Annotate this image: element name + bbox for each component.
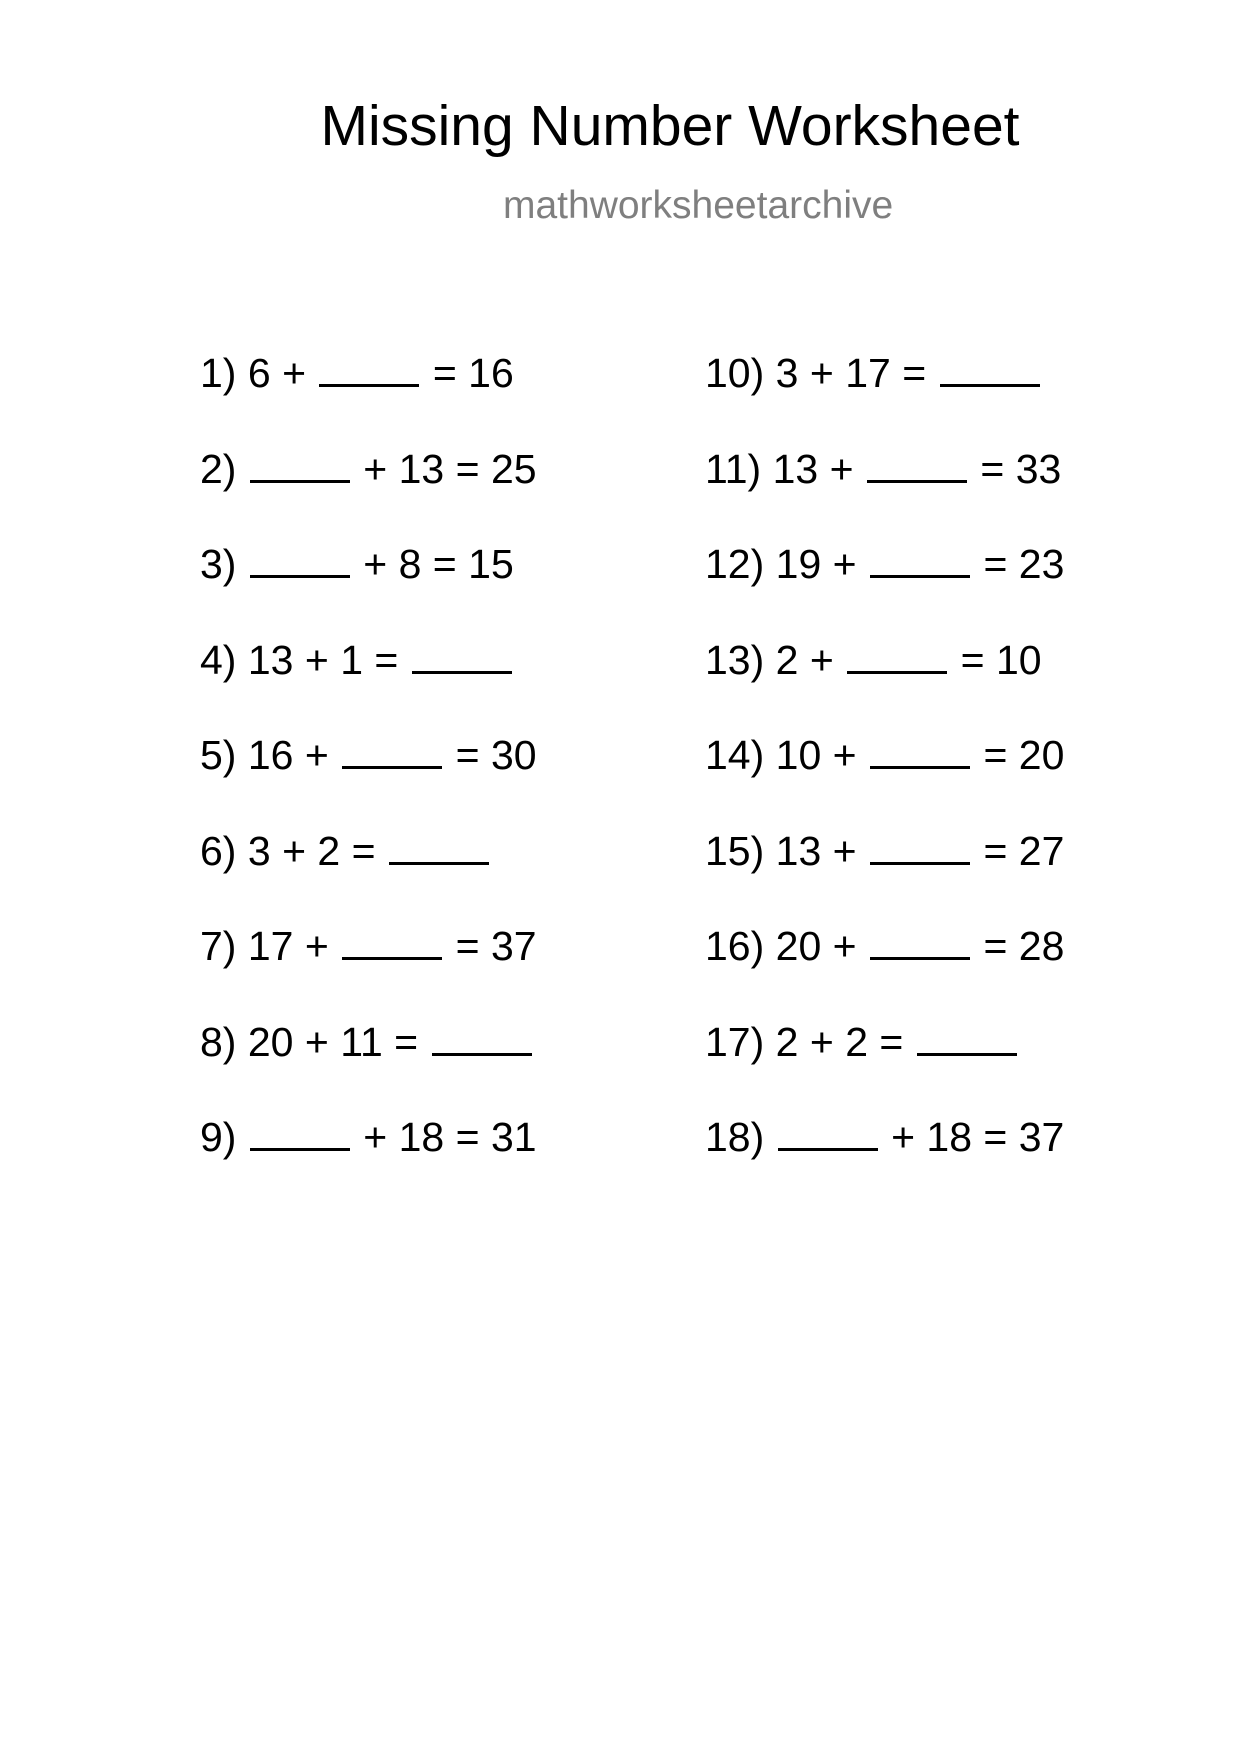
problem-expression: = 23 bbox=[983, 541, 1065, 587]
answer-blank[interactable] bbox=[250, 1116, 350, 1151]
problem-expression: = 30 bbox=[455, 732, 537, 778]
answer-blank[interactable] bbox=[867, 448, 967, 483]
problem-number: 1) bbox=[200, 350, 237, 396]
problem-item bbox=[705, 1116, 1076, 1212]
problem-number: 2) bbox=[200, 445, 237, 492]
problem-expression: 3 + 17 = bbox=[775, 350, 927, 396]
problem-expression: 13 + bbox=[775, 827, 857, 874]
problem-item bbox=[200, 445, 548, 544]
problem-expression: 16 + bbox=[247, 732, 329, 778]
problem-item bbox=[200, 1018, 548, 1117]
problem-expression: = 37 bbox=[455, 923, 537, 969]
problem-item bbox=[705, 543, 1076, 639]
problem-number: 10) bbox=[705, 350, 765, 396]
problem-expression: 19 + bbox=[775, 541, 857, 587]
answer-blank[interactable] bbox=[870, 543, 970, 578]
problem-number: 17) bbox=[705, 1018, 765, 1065]
answer-blank[interactable] bbox=[250, 448, 350, 483]
source-label: mathworksheetarchive bbox=[503, 184, 894, 227]
problem-expression: 3 + 2 = bbox=[247, 827, 376, 874]
problem-number: 12) bbox=[705, 541, 765, 587]
problem-expression: 20 + 11 = bbox=[247, 1018, 419, 1065]
problem-number: 7) bbox=[200, 923, 237, 969]
answer-blank[interactable] bbox=[778, 1116, 878, 1151]
problem-number: 14) bbox=[705, 732, 765, 778]
answer-blank[interactable] bbox=[940, 352, 1040, 387]
problem-number: 9) bbox=[200, 1114, 237, 1160]
answer-blank[interactable] bbox=[917, 1021, 1017, 1056]
problem-number: 3) bbox=[200, 541, 237, 587]
problem-expression: 13 + 1 = bbox=[247, 636, 399, 683]
problem-number: 18) bbox=[705, 1114, 765, 1160]
problem-column-left bbox=[200, 352, 548, 1212]
answer-blank[interactable] bbox=[870, 734, 970, 769]
problem-number: 4) bbox=[200, 636, 237, 683]
answer-blank[interactable] bbox=[389, 830, 489, 865]
problem-expression: 13 + bbox=[772, 445, 854, 492]
problem-expression: + 18 = 31 bbox=[363, 1114, 537, 1160]
problem-expression: 2 + 2 = bbox=[775, 1018, 904, 1065]
answer-blank[interactable] bbox=[319, 352, 419, 387]
problem-item bbox=[200, 352, 548, 448]
problem-number: 15) bbox=[705, 827, 765, 874]
problem-expression: = 20 bbox=[983, 732, 1065, 778]
page-title: Missing Number Worksheet bbox=[320, 94, 1020, 158]
problem-number: 13) bbox=[705, 636, 765, 683]
problem-expression: + 8 = 15 bbox=[363, 541, 514, 587]
problem-expression: 2 + bbox=[775, 636, 834, 683]
problem-expression: 17 + bbox=[247, 923, 329, 969]
answer-blank[interactable] bbox=[250, 543, 350, 578]
problem-item bbox=[705, 925, 1076, 1021]
problem-number: 16) bbox=[705, 923, 765, 969]
problem-expression: 20 + bbox=[775, 923, 857, 969]
answer-blank[interactable] bbox=[870, 830, 970, 865]
problem-expression: = 33 bbox=[980, 445, 1062, 492]
answer-blank[interactable] bbox=[412, 639, 512, 674]
problem-number: 6) bbox=[200, 827, 237, 874]
problem-item bbox=[705, 827, 1076, 926]
answer-blank[interactable] bbox=[432, 1021, 532, 1056]
problem-item bbox=[705, 636, 1076, 735]
problem-expression: 6 + bbox=[247, 350, 307, 396]
problem-expression: = 27 bbox=[983, 827, 1065, 874]
problem-item bbox=[705, 445, 1076, 544]
problem-expression: + 18 = 37 bbox=[891, 1114, 1065, 1160]
answer-blank[interactable] bbox=[870, 925, 970, 960]
problem-item bbox=[705, 734, 1076, 830]
problem-number: 5) bbox=[200, 732, 237, 778]
problem-item bbox=[200, 827, 548, 926]
problem-number: 11) bbox=[705, 445, 762, 492]
problem-item bbox=[705, 352, 1076, 448]
problem-item bbox=[200, 734, 548, 830]
problem-expression: = 10 bbox=[960, 636, 1042, 683]
answer-blank[interactable] bbox=[847, 639, 947, 674]
problem-item bbox=[200, 1116, 548, 1212]
problem-column-right bbox=[705, 352, 1076, 1212]
problem-item bbox=[200, 925, 548, 1021]
answer-blank[interactable] bbox=[342, 925, 442, 960]
problem-number: 8) bbox=[200, 1018, 237, 1065]
problem-expression: + 13 = 25 bbox=[363, 445, 537, 492]
problem-item bbox=[200, 543, 548, 639]
problem-expression: 10 + bbox=[775, 732, 857, 778]
answer-blank[interactable] bbox=[342, 734, 442, 769]
problem-item bbox=[200, 636, 548, 735]
problem-expression: = 28 bbox=[983, 923, 1065, 969]
problem-item bbox=[705, 1018, 1076, 1117]
problem-expression: = 16 bbox=[432, 350, 514, 396]
